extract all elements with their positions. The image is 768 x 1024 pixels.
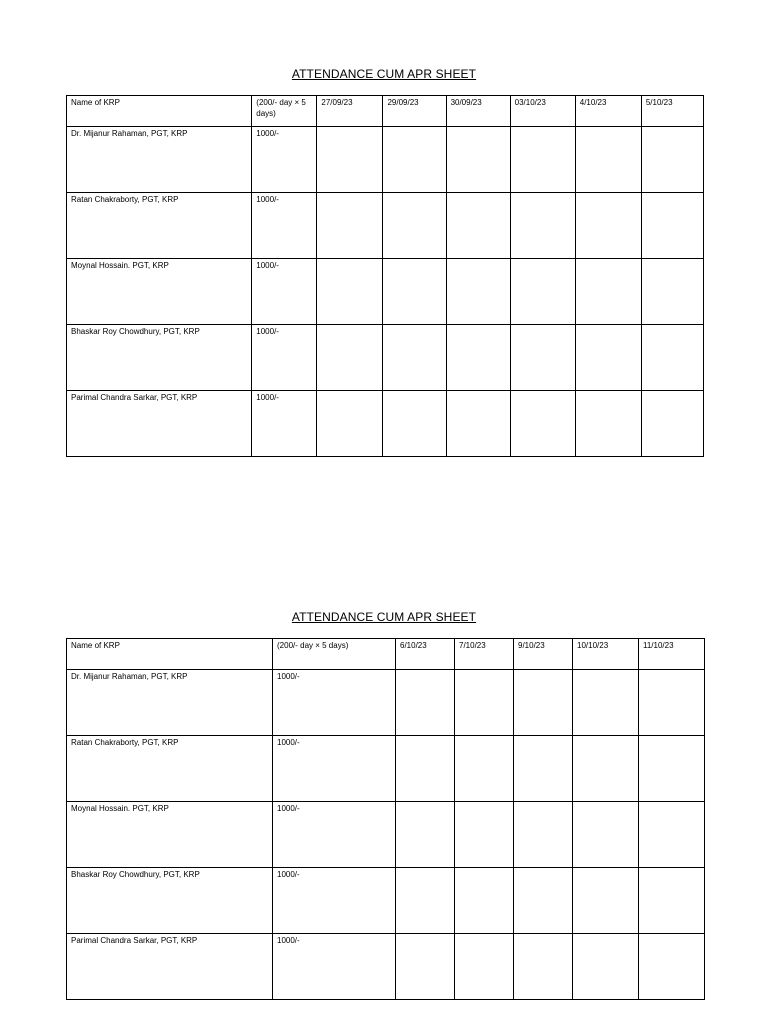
attendance-table	[66, 95, 704, 457]
attendance-cell	[317, 127, 383, 193]
amount-cell: 1000/-	[252, 325, 317, 391]
column-header: 5/10/23	[641, 96, 703, 127]
attendance-cell	[446, 391, 510, 457]
krp-name-cell: Moynal Hossain. PGT, KRP	[67, 259, 252, 325]
amount-cell: 1000/-	[273, 670, 396, 736]
attendance-cell	[455, 934, 514, 1000]
attendance-cell	[514, 670, 573, 736]
attendance-cell	[383, 127, 446, 193]
attendance-cell	[446, 259, 510, 325]
attendance-cell	[639, 934, 705, 1000]
table-row	[67, 391, 704, 457]
table-row	[67, 259, 704, 325]
attendance-cell	[573, 868, 639, 934]
attendance-cell	[396, 868, 455, 934]
column-header: 7/10/23	[455, 639, 514, 670]
attendance-cell	[514, 736, 573, 802]
attendance-cell	[446, 193, 510, 259]
attendance-cell	[510, 325, 575, 391]
column-header: 30/09/23	[446, 96, 510, 127]
attendance-cell	[573, 736, 639, 802]
amount-cell: 1000/-	[252, 193, 317, 259]
attendance-cell	[383, 391, 446, 457]
column-header: 27/09/23	[317, 96, 383, 127]
amount-cell: 1000/-	[273, 736, 396, 802]
attendance-cell	[396, 670, 455, 736]
column-header: 6/10/23	[396, 639, 455, 670]
attendance-cell	[317, 259, 383, 325]
attendance-cell	[573, 802, 639, 868]
table-row	[67, 736, 705, 802]
attendance-cell	[514, 868, 573, 934]
attendance-cell	[639, 802, 705, 868]
attendance-cell	[510, 127, 575, 193]
attendance-cell	[396, 802, 455, 868]
sheet-title: ATTENDANCE CUM APR SHEET	[291, 67, 477, 81]
krp-name-cell: Dr. Mijanur Rahaman, PGT, KRP	[67, 127, 252, 193]
table-header-row	[67, 639, 705, 670]
column-header: 11/10/23	[639, 639, 705, 670]
column-header: 4/10/23	[575, 96, 641, 127]
krp-name-cell: Ratan Chakraborty, PGT, KRP	[67, 193, 252, 259]
attendance-cell	[639, 670, 705, 736]
attendance-cell	[510, 259, 575, 325]
amount-cell: 1000/-	[273, 934, 396, 1000]
column-header: 29/09/23	[383, 96, 446, 127]
krp-name-cell: Parimal Chandra Sarkar, PGT, KRP	[67, 934, 273, 1000]
attendance-cell	[575, 193, 641, 259]
attendance-cell	[317, 391, 383, 457]
attendance-cell	[455, 736, 514, 802]
krp-name-cell: Moynal Hossain. PGT, KRP	[67, 802, 273, 868]
attendance-cell	[446, 325, 510, 391]
attendance-cell	[639, 736, 705, 802]
krp-name-cell: Bhaskar Roy Chowdhury, PGT, KRP	[67, 868, 273, 934]
attendance-cell	[575, 259, 641, 325]
attendance-cell	[510, 193, 575, 259]
attendance-cell	[317, 193, 383, 259]
attendance-cell	[641, 391, 703, 457]
table-row	[67, 193, 704, 259]
amount-cell: 1000/-	[273, 802, 396, 868]
attendance-cell	[514, 802, 573, 868]
attendance-cell	[641, 193, 703, 259]
attendance-cell	[573, 934, 639, 1000]
krp-name-cell: Dr. Mijanur Rahaman, PGT, KRP	[67, 670, 273, 736]
attendance-cell	[510, 391, 575, 457]
table-row	[67, 868, 705, 934]
attendance-cell	[455, 670, 514, 736]
attendance-cell	[641, 127, 703, 193]
attendance-cell	[383, 325, 446, 391]
attendance-cell	[575, 325, 641, 391]
column-header: 9/10/23	[514, 639, 573, 670]
attendance-cell	[383, 193, 446, 259]
table-row	[67, 127, 704, 193]
attendance-cell	[317, 325, 383, 391]
amount-cell: 1000/-	[273, 868, 396, 934]
column-header: 10/10/23	[573, 639, 639, 670]
attendance-table	[66, 638, 705, 1000]
attendance-cell	[641, 325, 703, 391]
attendance-cell	[396, 736, 455, 802]
attendance-cell	[455, 802, 514, 868]
attendance-cell	[383, 259, 446, 325]
column-header: (200/- day × 5 days)	[273, 639, 396, 670]
column-header: (200/- day × 5 days)	[252, 96, 317, 127]
amount-cell: 1000/-	[252, 259, 317, 325]
attendance-cell	[575, 127, 641, 193]
krp-name-cell: Ratan Chakraborty, PGT, KRP	[67, 736, 273, 802]
column-header: Name of KRP	[67, 639, 273, 670]
column-header: 03/10/23	[510, 96, 575, 127]
attendance-cell	[446, 127, 510, 193]
column-header: Name of KRP	[67, 96, 252, 127]
table-row	[67, 802, 705, 868]
attendance-cell	[641, 259, 703, 325]
sheet-title: ATTENDANCE CUM APR SHEET	[291, 610, 477, 624]
attendance-cell	[396, 934, 455, 1000]
attendance-cell	[455, 868, 514, 934]
attendance-cell	[575, 391, 641, 457]
krp-name-cell: Bhaskar Roy Chowdhury, PGT, KRP	[67, 325, 252, 391]
attendance-cell	[639, 868, 705, 934]
amount-cell: 1000/-	[252, 127, 317, 193]
attendance-cell	[514, 934, 573, 1000]
table-row	[67, 670, 705, 736]
table-row	[67, 934, 705, 1000]
table-header-row	[67, 96, 704, 127]
krp-name-cell: Parimal Chandra Sarkar, PGT, KRP	[67, 391, 252, 457]
attendance-cell	[573, 670, 639, 736]
table-row	[67, 325, 704, 391]
amount-cell: 1000/-	[252, 391, 317, 457]
